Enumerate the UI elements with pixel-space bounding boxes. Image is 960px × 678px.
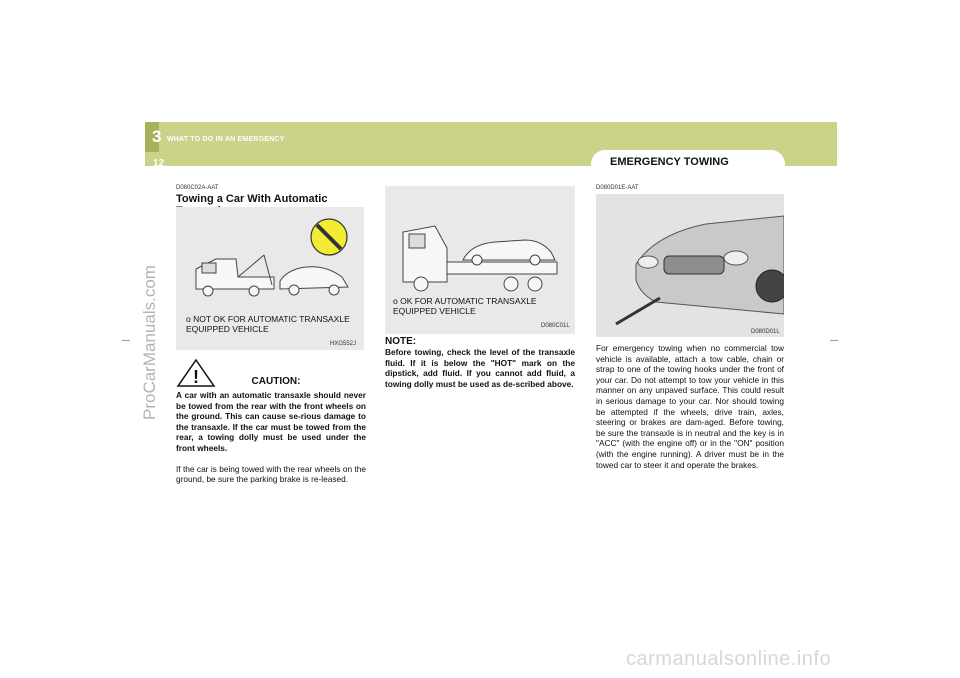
figure-code: HXG552J — [330, 341, 357, 347]
figure-code: D080C01L — [541, 323, 570, 329]
svg-text:!: ! — [193, 367, 199, 387]
figure-caption: o OK FOR AUTOMATIC TRANSAXLE EQUIPPED VEHICLE — [393, 296, 537, 316]
note-title: NOTE: — [385, 336, 417, 347]
car-front-tow-hook-illustration — [596, 194, 784, 337]
figure-code: D080D01L — [751, 329, 780, 335]
section-tab — [591, 150, 785, 174]
right-column — [596, 185, 786, 191]
section-code: D080C02A-AAT — [176, 185, 219, 191]
crop-mark-left — [122, 340, 130, 341]
note-block — [385, 336, 575, 389]
note-text: Before towing, check the level of the transaxle fluid. If it is below the "HOT" mark on the dipstick, add fluid. If you cannot add fluid, a towing dolly must be used as de-scribed above. — [385, 347, 575, 389]
warning-triangle-icon — [176, 358, 216, 388]
section-tab-label: EMERGENCY TOWING — [610, 156, 729, 168]
caution-text: A car with an automatic transaxle should never be towed from the rear with the front wheels on the ground. This can cause se-rious damage to the transaxle. If the car must be towed from the rear, a towing dolly must be used under the front wheels. — [176, 390, 366, 453]
page-number: 12 — [153, 158, 165, 169]
emergency-towing-paragraph: For emergency towing when no commercial tow vehicle is available, attach a tow cable, chain or strap to one of the towing hooks under the front of your car. Do not attempt to tow your vehicle in this manner on any unpaved surface. This could result in serious damage to your car. Nor should towing be attempted if the wheels, drive train, axles, steering or brakes are dam-aged. Before towing, be sure the transaxle is in neutral and the key is in "ACC" (with the engine off) or in the "ON" position (with the engine running). A driver must be in the towed car to steer it and operate the brakes. — [596, 343, 784, 470]
parking-brake-paragraph: If the car is being towed with the rear wheels on the ground, be sure the parking brake is re-leased. — [176, 463, 366, 485]
towing-hook-figure — [596, 194, 784, 337]
caution-header — [176, 356, 366, 390]
section-code: D080D01E-AAT — [596, 185, 639, 191]
chapter-title: WHAT TO DO IN AN EMERGENCY — [167, 136, 285, 143]
figure-caption: o NOT OK FOR AUTOMATIC TRANSAXLE EQUIPPED VEHICLE — [186, 314, 350, 334]
caution-box — [176, 356, 366, 485]
chapter-number: 3 — [152, 127, 162, 146]
section-title: Towing a Car With Automatic — [176, 193, 328, 205]
side-watermark: ProCarManuals.com — [140, 265, 159, 420]
bottom-watermark: carmanualsonline.info — [626, 648, 832, 670]
caution-title: CAUTION: — [251, 376, 301, 387]
crop-mark-right — [830, 340, 838, 341]
